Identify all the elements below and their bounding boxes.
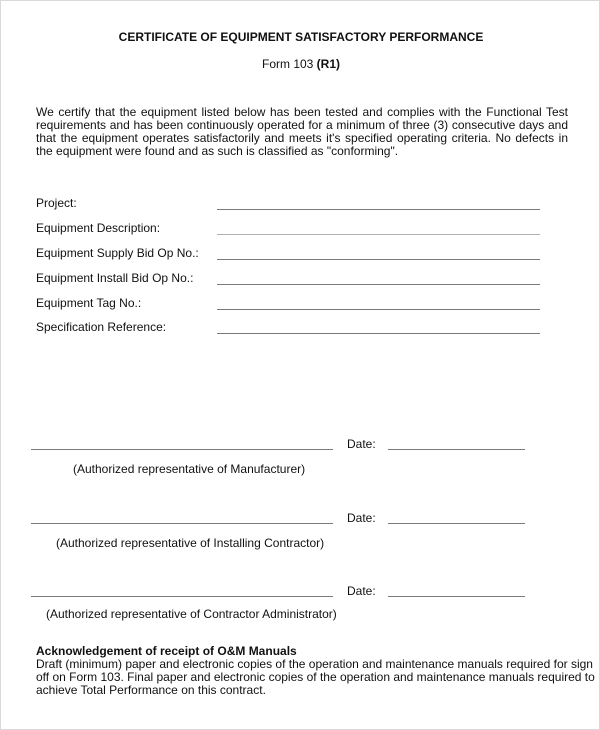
equipment-supply-bid-op-input-line[interactable] (217, 259, 540, 260)
form-revision: (R1) (316, 57, 341, 71)
certification-statement: We certify that the equipment listed below has been tested and complies with the Functional Test requirements and has been continuously operated for a minimum of three (3) consecutive days and that the equipment operates satisfactorily and meets it's specified operating criteria. No defects in the equipment were found and as such is classified as "conforming". (36, 105, 568, 158)
equipment-install-bid-op-input-line[interactable] (217, 284, 540, 285)
contractor-administrator-date-line[interactable] (388, 596, 525, 597)
field-equipment-supply-bid-op (36, 246, 541, 266)
field-label: Project: (36, 196, 77, 210)
field-equipment-description (36, 221, 541, 241)
field-label: Equipment Description: (36, 221, 161, 235)
project-input-line[interactable] (217, 209, 540, 210)
date-label: Date: (347, 437, 376, 451)
contractor-administrator-caption: (Authorized representative of Contractor Administrator) (46, 607, 337, 621)
form-number-prefix: Form 103 (261, 57, 317, 71)
equipment-description-input-line[interactable] (217, 234, 540, 235)
date-label: Date: (347, 584, 376, 598)
document-title: CERTIFICATE OF EQUIPMENT SATISFACTORY PERFORMANCE (118, 30, 484, 44)
field-equipment-install-bid-op (36, 271, 541, 291)
field-label: Specification Reference: (36, 320, 167, 334)
manufacturer-date-line[interactable] (388, 449, 525, 450)
date-label: Date: (347, 511, 376, 525)
field-label: Equipment Supply Bid Op No.: (36, 246, 199, 260)
form-number (1, 57, 600, 71)
acknowledgement-title: Acknowledgement of receipt of O&M Manuals (36, 644, 297, 658)
field-label: Equipment Tag No.: (36, 296, 142, 310)
manufacturer-caption: (Authorized representative of Manufacturer) (73, 462, 306, 476)
installing-contractor-signature-line[interactable] (31, 523, 333, 524)
field-label: Equipment Install Bid Op No.: (36, 271, 194, 285)
specification-reference-input-line[interactable] (217, 333, 540, 334)
field-project (36, 196, 541, 216)
equipment-tag-no-input-line[interactable] (217, 309, 540, 310)
installing-contractor-caption: (Authorized representative of Installing Contractor) (56, 536, 325, 550)
contractor-administrator-signature-line[interactable] (31, 596, 333, 597)
manufacturer-signature-line[interactable] (31, 449, 333, 450)
field-equipment-tag-no (36, 296, 541, 316)
field-specification-reference (36, 320, 541, 340)
acknowledgement-body: Draft (minimum) paper and electronic copies of the operation and maintenance manuals required for sign off on Form 103. Final paper and electronic copies of the operation and maintenance manuals required to achieve Total Performance on this contract. (36, 657, 595, 697)
installing-contractor-date-line[interactable] (388, 523, 525, 524)
